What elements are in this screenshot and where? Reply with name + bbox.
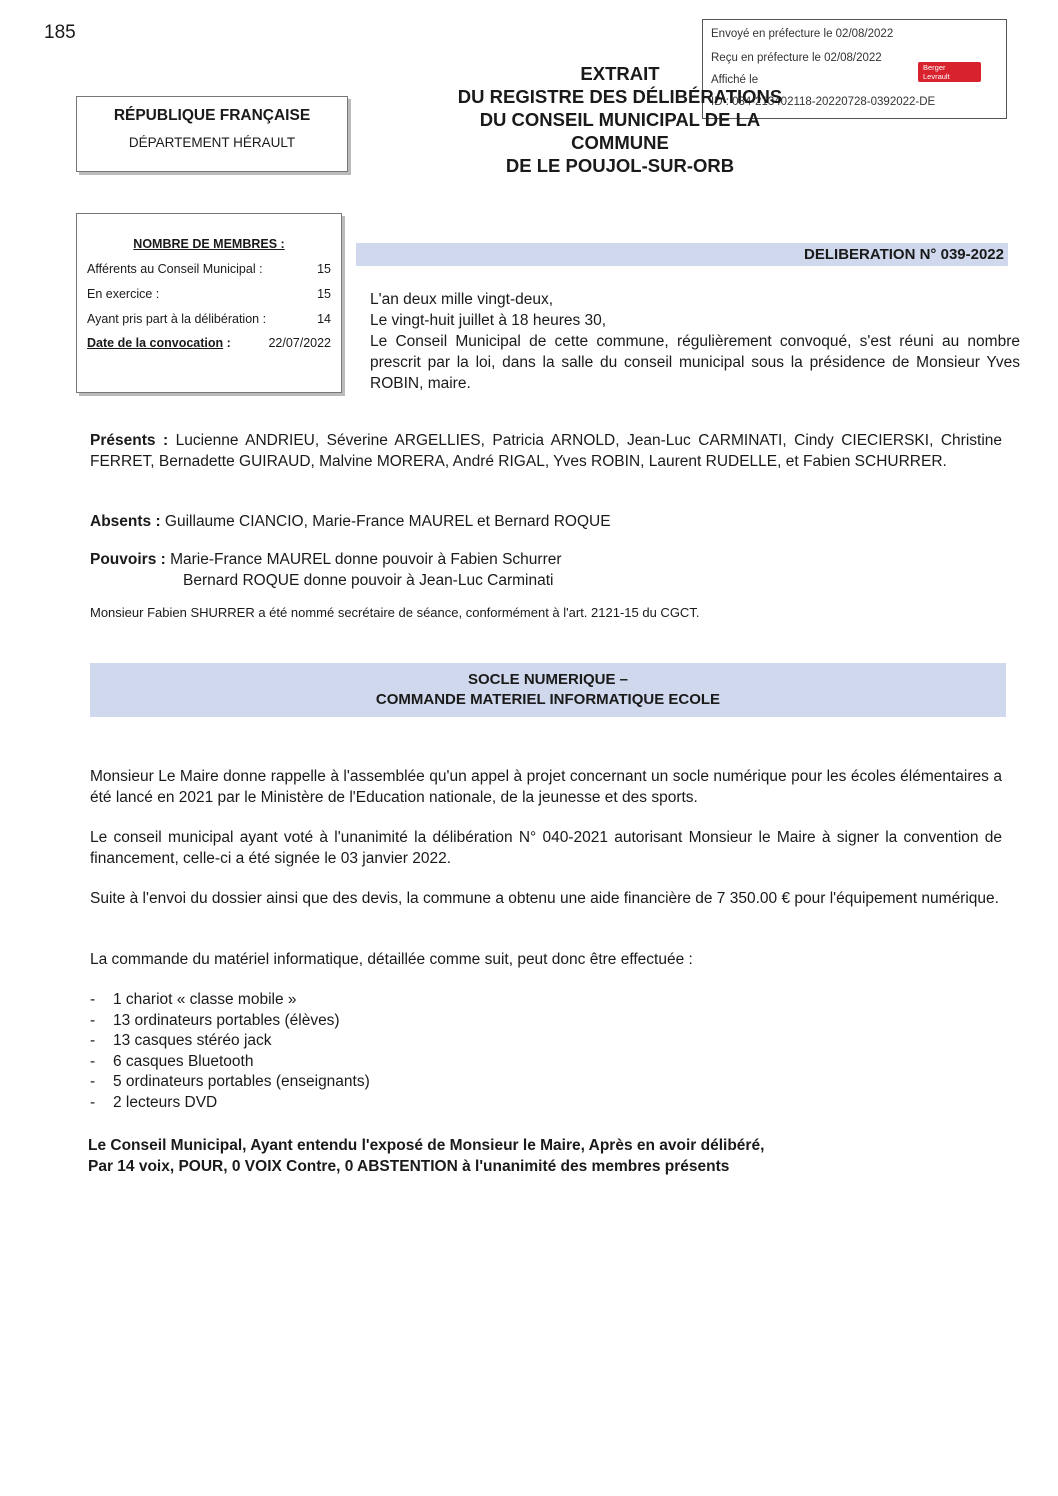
convocation-date: 22/07/2022: [268, 336, 331, 350]
body-paragraph: Monsieur Le Maire donne rappelle à l'assemblée qu'un appel à projet concernant un socle numérique pour les écoles élémentaires a été lancé en 2021 par le Ministère de l'Education nationale, de la jeunesse et des sports.: [90, 768, 1002, 806]
title-line-5: DE LE POUJOL-SUR-ORB: [505, 155, 735, 176]
absents-section: [90, 511, 1002, 532]
subject-bar: [90, 663, 1006, 717]
title-line-3: DU CONSEIL MUNICIPAL DE LA: [479, 109, 761, 130]
list-item: - 13 casques stéréo jack: [90, 1032, 272, 1049]
department-label: DÉPARTEMENT HÉRAULT: [128, 135, 296, 150]
republic-label: RÉPUBLIQUE FRANÇAISE: [113, 107, 311, 124]
list-item: - 5 ordinateurs portables (enseignants): [90, 1073, 370, 1090]
list-item: - 13 ordinateurs portables (élèves): [90, 1011, 340, 1029]
title-line-1: EXTRAIT: [580, 63, 660, 84]
secretary-note: Monsieur Fabien SHURRER a été nommé secrétaire de séance, conformément à l'art. 2121-15 du CGCT.: [90, 605, 700, 620]
intro-council: Le Conseil Municipal de cette commune, régulièrement convoqué, s'est réuni au nombre prescrit par la loi, dans la salle du conseil municipal sous la présidence de Monsieur Yves ROBIN, maire.: [370, 333, 1020, 392]
list-item: - 1 chariot « classe mobile »: [90, 991, 297, 1008]
body-paragraph: La commande du matériel informatique, détaillée comme suit, peut donc être effectuée :: [90, 951, 693, 968]
deliberation-number: DELIBERATION N° 039-2022: [804, 246, 1004, 263]
conclusion-line-1: Le Conseil Municipal, Ayant entendu l'exposé de Monsieur le Maire, Après en avoir délibéré,: [88, 1137, 765, 1154]
pouvoir-2: Bernard ROQUE donne pouvoir à Jean-Luc Carminati: [183, 572, 554, 589]
body-paragraph: Suite à l'envoi du dossier ainsi que des devis, la commune a obtenu une aide financière de 7 350.00 € pour l'équipement numérique.: [90, 890, 999, 907]
absents-list: Guillaume CIANCIO, Marie-France MAUREL et Bernard ROQUE: [160, 513, 611, 530]
list-item: - 2 lecteurs DVD: [90, 1093, 218, 1111]
body-paragraph: Le conseil municipal ayant voté à l'unanimité la délibération N° 040-2021 autorisant Monsieur le Maire à signer la convention de financement, celle-ci a été signée le 03 janvier 2022.: [90, 829, 1002, 867]
stamp-sent-date: Envoyé en préfecture le 02/08/2022: [711, 28, 894, 40]
members-row-label: Ayant pris part à la délibération :: [87, 312, 267, 326]
members-row-value: 15: [317, 262, 331, 276]
title-line-4: COMMUNE: [571, 132, 669, 153]
members-title: NOMBRE DE MEMBRES :: [133, 237, 285, 251]
presents-list: Lucienne ANDRIEU, Séverine ARGELLIES, Patricia ARNOLD, Jean-Luc CARMINATI, Cindy CIECIERSKI, Christine FERRET, Bernadette GUIRAUD, Malvine MORERA, André RIGAL, Yves ROBIN, Laurent RUDELLE, et Fabien SCHURRER.: [90, 432, 1003, 470]
members-box: [76, 213, 342, 393]
members-row-value: 15: [317, 287, 331, 301]
pouvoir-1: Marie-France MAUREL donne pouvoir à Fabien Schurrer: [165, 551, 562, 568]
conclusion-line-2: Par 14 voix, POUR, 0 VOIX Contre, 0 ABSTENTION à l'unanimité des membres présents: [88, 1158, 730, 1175]
equipment-list: [90, 990, 370, 1113]
conclusion: [88, 1135, 988, 1177]
members-row-value: 14: [317, 312, 331, 326]
intro-date: Le vingt-huit juillet à 18 heures 30,: [370, 312, 607, 329]
pouvoirs-section: [90, 549, 1002, 591]
title-line-2: DU REGISTRE DES DÉLIBÉRATIONS: [457, 86, 783, 107]
presents-label: Présents :: [90, 432, 169, 449]
document-title: [400, 62, 840, 177]
pouvoirs-label: Pouvoirs :: [90, 551, 166, 568]
republic-box: [76, 96, 348, 172]
absents-label: Absents :: [90, 513, 161, 530]
logo-text-berger: Berger: [923, 63, 946, 72]
stamp-received-date: Reçu en préfecture le 02/08/2022: [711, 52, 882, 64]
subject-line-2: COMMANDE MATERIEL INFORMATIQUE ECOLE: [375, 691, 721, 708]
stamp-posted: Affiché le: [711, 74, 759, 86]
berger-levrault-logo: [918, 62, 981, 82]
members-row-label: Afférents au Conseil Municipal :: [87, 262, 263, 276]
members-row-label: En exercice :: [87, 287, 160, 301]
convocation-label: Date de la convocation :: [87, 336, 231, 350]
page-number: 185: [44, 22, 76, 43]
deliberation-header-bar: [356, 243, 1008, 266]
stamp-id: ID : 034-213402118-20220728-0392022-DE: [711, 96, 936, 108]
list-item: - 6 casques Bluetooth: [90, 1052, 254, 1070]
subject-line-1: SOCLE NUMERIQUE –: [467, 671, 629, 688]
intro-year: L'an deux mille vingt-deux,: [370, 291, 554, 308]
meeting-intro: [370, 289, 1020, 394]
presents-section: [90, 430, 1002, 472]
logo-text-levrault: Levrault: [923, 72, 950, 81]
